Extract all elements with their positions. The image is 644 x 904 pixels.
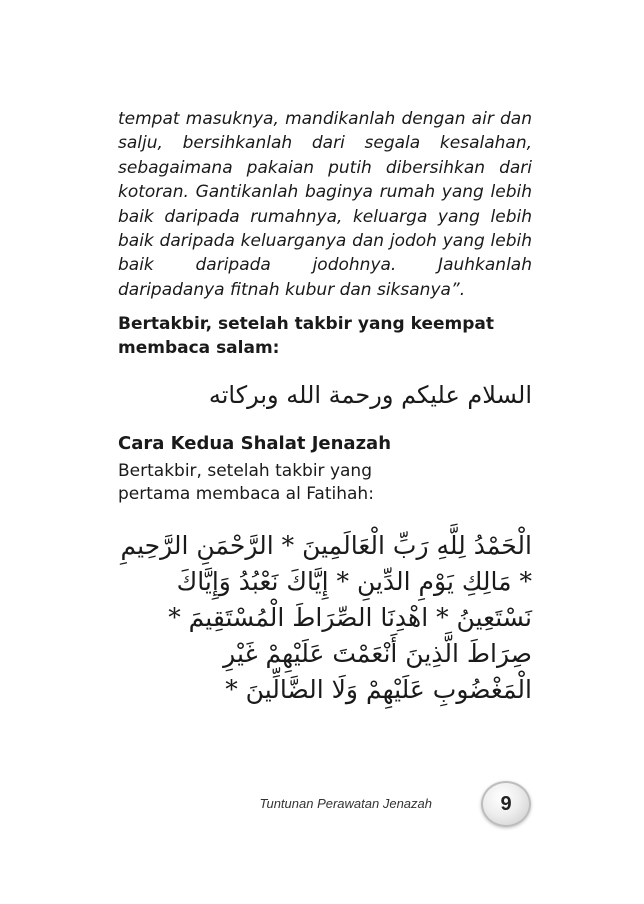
body-paragraph: tempat masuknya, mandikanlah dengan air dan salju, bersihkanlah dari segala kesalahan, sebagaimana pakaian putih dibersihkan dari kotoran. Gantikanlah baginya rumah yang lebih baik daripada rumahnya, keluarga yang lebih baik daripada keluarganya dan jodoh yang lebih baik daripada jodohnya. Jauhkanlah daripadanya fitnah kubur dan siksanya”. <box>118 109 532 300</box>
takbir-instruction: Bertakbir, setelah takbir yang keempat membaca salam: <box>118 314 494 358</box>
salam-arabic-text: السلام عليكم ورحمة الله وبركاته <box>208 381 532 409</box>
fatihah-instruction: Bertakbir, setelah takbir yang pertama membaca al Fatihah: <box>118 461 374 504</box>
section-heading: Cara Kedua Shalat Jenazah <box>118 433 392 454</box>
fatihah-arabic-text: الْحَمْدُ لِلَّهِ رَبِّ الْعَالَمِينَ * الرَّحْمَنِ الرَّحِيمِ * مَالِكِ يَوْمِ الدِّينِ * إِيَّاكَ نَعْبُدُ وَإِيَّاكَ نَسْتَعِينُ * اهْدِنَا الصِّرَاطَ الْمُسْتَقِيمَ * صِرَاطَ الَّذِينَ أَنْعَمْتَ عَلَيْهِمْ غَيْرِ الْمَغْضُوبِ عَلَيْهِمْ وَلَا الضَّالِّينَ * <box>120 531 532 704</box>
page-number: 9 <box>500 792 512 815</box>
footer-book-title: Tuntunan Perawatan Jenazah <box>259 796 432 811</box>
page-number-badge <box>481 781 531 827</box>
